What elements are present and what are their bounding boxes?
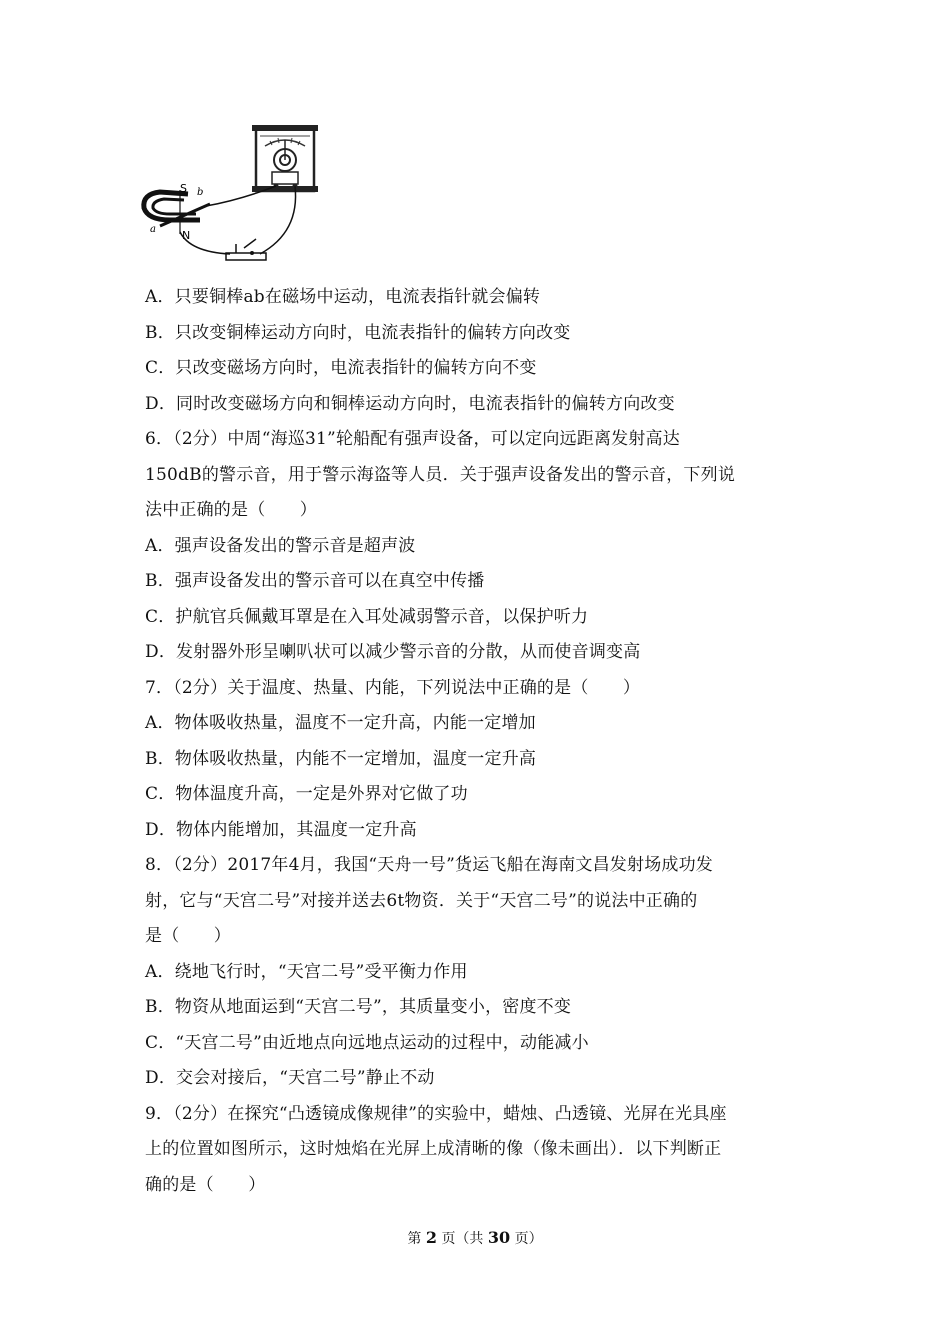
q7-option-a: A．物体吸收热量，温度不一定升高，内能一定增加 (145, 713, 536, 733)
galvanometer-circuit-diagram-icon (140, 122, 320, 272)
q5-option-d: D．同时改变磁场方向和铜棒运动方向时，电流表指针的偏转方向改变 (145, 393, 675, 414)
rod-b-label: b (197, 187, 204, 198)
q7-stem-line-1: 7．（2分）关于温度、热量、内能，下列说法中正确的是（ ） (145, 677, 641, 698)
q9-stem-line-2: 上的位置如图所示，这时烛焰在光屏上成清晰的像（像未画出）．以下判断正 (145, 1139, 722, 1159)
q8-option-b: B．物资从地面运到“天宫二号”，其质量变小，密度不变 (145, 997, 572, 1017)
q6-option-b: B．强声设备发出的警示音可以在真空中传播 (145, 571, 485, 591)
q5-option-b: B．只改变铜棒运动方向时，电流表指针的偏转方向改变 (145, 322, 571, 343)
magnet-n-label: N (182, 229, 191, 242)
q9-stem-line-1: 9．（2分）在探究“凸透镜成像规律”的实验中，蜡烛、凸透镜、光屏在光具座 (145, 1103, 727, 1124)
q5-option-c: C．只改变磁场方向时，电流表指针的偏转方向不变 (145, 358, 537, 378)
q9-stem-line-3: 确的是（ ） (145, 1174, 266, 1195)
q6-stem-line-1: 6．（2分）中周“海巡31”轮船配有强声设备，可以定向远距离发射高达 (145, 429, 680, 449)
q6-stem-line-3: 法中正确的是（ ） (145, 500, 317, 520)
q5-option-a: A．只要铜棒ab在磁场中运动，电流表指针就会偏转 (145, 287, 541, 307)
q7-option-b: B．物体吸收热量，内能不一定增加，温度一定升高 (145, 748, 537, 769)
q8-stem-line-2: 射，它与“天宫二号”对接并送去6t物资．关于“天宫二号”的说法中正确的 (145, 890, 698, 911)
galvanometer-circuit-figure (140, 122, 320, 272)
q8-stem-line-1: 8．（2分）2017年4月，我国“天舟一号”货运飞船在海南文昌发射场成功发 (145, 855, 713, 875)
q7-option-c: C．物体温度升高，一定是外界对它做了功 (145, 784, 468, 804)
q6-option-d: D．发射器外形呈喇叭状可以减少警示音的分散，从而使音调变高 (145, 642, 641, 662)
footer-suffix: 页） (514, 1231, 543, 1247)
q8-option-a: A．绕地飞行时，“天宫二号”受平衡力作用 (145, 961, 468, 982)
q8-option-d: D．交会对接后，“天宫二号”静止不动 (145, 1068, 435, 1088)
q8-option-c: C．“天宫二号”由近地点向远地点运动的过程中，动能减小 (145, 1032, 589, 1053)
question-content (145, 280, 810, 1203)
footer-prefix: 第 (407, 1231, 422, 1247)
q6-stem-line-2: 150dB的警示音，用于警示海盗等人员．关于强声设备发出的警示音，下列说 (145, 464, 736, 485)
q6-option-c: C．护航官兵佩戴耳罩是在入耳处减弱警示音，以保护听力 (145, 606, 589, 627)
q6-option-a: A．强声设备发出的警示音是超声波 (145, 535, 416, 556)
magnet-s-label: S (180, 182, 187, 195)
footer-middle: 页（共 (441, 1231, 484, 1247)
rod-a-label: a (150, 224, 156, 235)
page-footer (0, 1228, 950, 1248)
q7-option-d: D．物体内能增加，其温度一定升高 (145, 819, 417, 840)
footer-page-number: 2 (425, 1228, 437, 1247)
footer-total-pages: 30 (487, 1228, 511, 1247)
q8-stem-line-3: 是（ ） (145, 926, 231, 946)
